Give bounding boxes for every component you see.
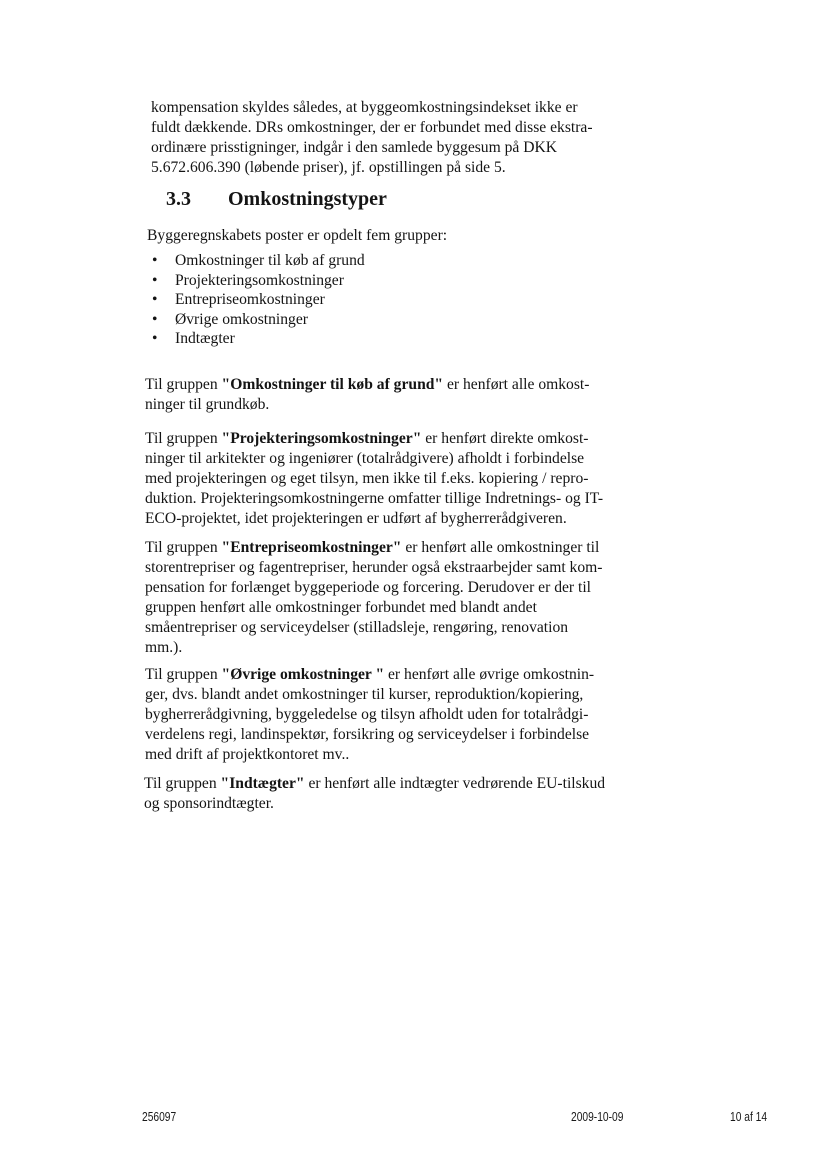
paragraph-text: er henført direkte omkost- <box>421 430 589 447</box>
list-item <box>152 310 365 330</box>
group-name: "Entrepriseomkostninger" <box>221 539 402 556</box>
footer-date: 2009-10-09 <box>571 1110 624 1124</box>
intro-paragraph <box>151 98 593 178</box>
paragraph-prefix: Til gruppen <box>145 666 222 683</box>
paragraph-line: duktion. Projekteringsomkostningerne omfatter tillige Indretnings- og IT- <box>145 490 604 507</box>
paragraph-line: pensation for forlænget byggeperiode og forcering. Derudover er der til <box>145 579 591 596</box>
paragraph-indtaegter <box>144 774 605 814</box>
paragraph-line: med drift af projektkontoret mv.. <box>145 746 350 763</box>
paragraph-prefix: Til gruppen <box>145 539 222 556</box>
bullet-icon: • <box>152 291 158 309</box>
group-name: "Øvrige omkostninger " <box>221 666 385 683</box>
list-item <box>152 329 365 349</box>
footer-doc-id: 256097 <box>142 1110 177 1124</box>
paragraph-line <box>144 774 605 794</box>
paragraph-line: ninger til arkitekter og ingeniører (totalrådgivere) afholdt i forbindelse <box>145 450 585 467</box>
paragraph-line: ECO-projektet, idet projekteringen er udført af bygherrerådgiveren. <box>145 510 567 527</box>
section-title: Omkostningstyper <box>228 188 387 210</box>
bullet-icon: • <box>152 310 158 328</box>
paragraph-line <box>145 429 603 449</box>
list-item-label: Omkostninger til køb af grund <box>175 252 365 269</box>
list-item <box>152 271 365 291</box>
list-item-label: Indtægter <box>175 330 235 348</box>
paragraph-grund <box>145 375 589 415</box>
intro-line: fuldt dækkende. DRs omkostninger, der er forbundet med disse ekstra- <box>151 119 593 136</box>
paragraph-line <box>145 538 602 558</box>
group-list <box>152 251 365 349</box>
paragraph-projektering <box>145 429 603 529</box>
intro-line: ordinære prisstigninger, indgår i den samlede byggesum på DKK <box>151 139 558 156</box>
list-intro-text: Byggeregnskabets poster er opdelt fem grupper: <box>147 227 448 244</box>
group-name: "Indtægter" <box>220 775 305 792</box>
list-item <box>152 290 365 310</box>
paragraph-prefix: Til gruppen <box>144 775 221 792</box>
paragraph-line <box>145 375 589 395</box>
list-intro <box>147 226 447 246</box>
paragraph-entreprise <box>145 538 602 658</box>
paragraph-line <box>145 665 594 685</box>
list-item-label: Entrepriseomkostninger <box>175 291 325 309</box>
list-item-label: Projekteringsomkostninger <box>175 271 344 289</box>
paragraph-text: er henført alle øvrige omkostnin- <box>384 666 595 683</box>
paragraph-line: gruppen henført alle omkostninger forbundet med blandt andet <box>145 599 537 616</box>
paragraph-text: er henført alle omkost- <box>443 376 590 393</box>
paragraph-oevrige <box>145 665 594 765</box>
list-item-label: Øvrige omkostninger <box>175 310 308 328</box>
group-name: "Omkostninger til køb af grund" <box>221 376 444 393</box>
group-name: "Projekteringsomkostninger" <box>221 430 422 447</box>
paragraph-line: småentrepriser og serviceydelser (stilladsleje, rengøring, renovation <box>145 619 569 636</box>
footer-page-number: 10 af 14 <box>730 1110 768 1124</box>
paragraph-line: verdelens regi, landinspektør, forsikring og serviceydelser i forbindelse <box>145 726 590 743</box>
intro-line: 5.672.606.390 (løbende priser), jf. opstillingen på side 5. <box>151 159 506 176</box>
section-number: 3.3 <box>166 188 191 210</box>
intro-line: kompensation skyldes således, at byggeomkostningsindekset ikke er <box>151 99 578 116</box>
paragraph-prefix: Til gruppen <box>145 430 222 447</box>
paragraph-line: ger, dvs. blandt andet omkostninger til kurser, reproduktion/kopiering, <box>145 686 584 703</box>
paragraph-line: med projekteringen og eget tilsyn, men ikke til f.eks. kopiering / repro- <box>145 470 589 487</box>
list-item <box>152 251 365 271</box>
paragraph-prefix: Til gruppen <box>145 376 222 393</box>
bullet-icon: • <box>152 271 158 289</box>
paragraph-line: mm.). <box>145 639 183 656</box>
section-heading <box>166 188 387 211</box>
paragraph-line: og sponsorindtægter. <box>144 795 274 812</box>
paragraph-line: ninger til grundkøb. <box>145 396 270 413</box>
paragraph-line: storentrepriser og fagentrepriser, herunder også ekstraarbejder samt kom- <box>145 559 603 576</box>
paragraph-text: er henført alle indtægter vedrørende EU-tilskud <box>304 775 606 792</box>
bullet-icon: • <box>152 330 158 348</box>
bullet-icon: • <box>152 252 158 269</box>
paragraph-text: er henført alle omkostninger til <box>401 539 600 556</box>
paragraph-line: bygherrerådgivning, byggeledelse og tilsyn afholdt uden for totalrådgi- <box>145 706 589 723</box>
